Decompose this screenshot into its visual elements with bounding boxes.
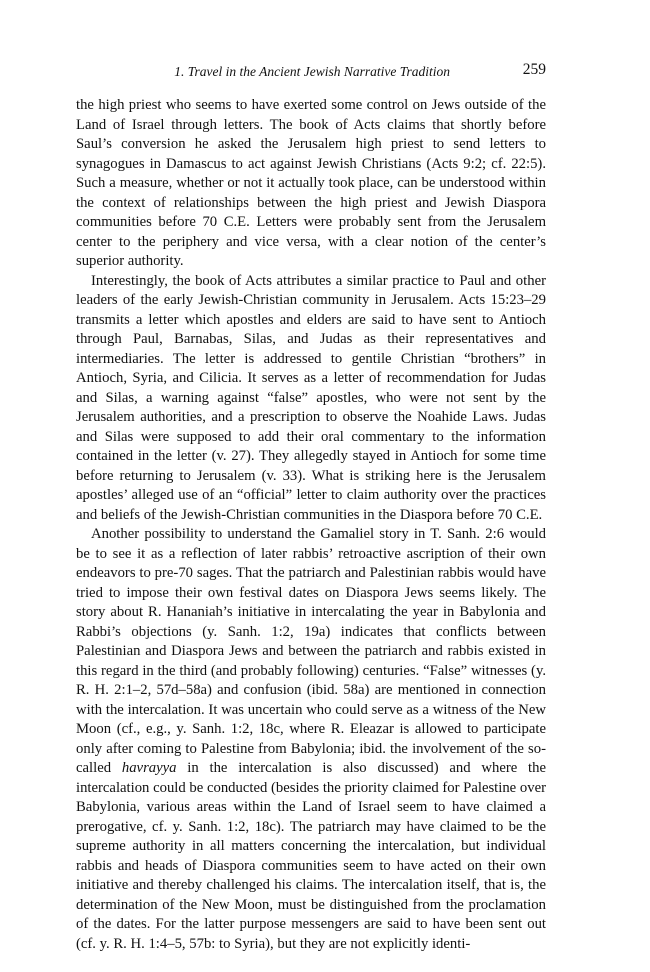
- text-run: the high priest who seems to have exerted some control on Jews outside of the Land of Israel through letters. The book of Acts claims that shortly before Saul’s conversion he asked the Jerusalem high priest to send letters to synagogues in Damascus to act against Jewish Christians (Acts 9:2; cf. 22:5). Such a measure, whether or not it actually took place, can be understood within the context of relationships between the high priest and Jewish Diaspora communities before 70 C.E. Letters were probably sent from the Jerusalem center to the periphery and vice versa, with a clear notion of the center’s superior authority.: [76, 97, 546, 269]
- body-text: [76, 96, 546, 954]
- running-head: [76, 62, 546, 82]
- text-run: Interestingly, the book of Acts attributes a similar practice to Paul and other leaders of the early Jewish-Christian community in Jerusalem. Acts 15:23–29 transmits a letter which apostles and elders are said to have sent to Antioch through Paul, Barnabas, Silas, and Judas as their representatives and intermediaries. The letter is addressed to gentile Christian “brothers” in Antioch, Syria, and Cilicia. It serves as a letter of recommendation for Judas and Silas, a warning against “false” apostles, who were not sent by the Jerusalem authorities, and a prescription to observe the Noahide Laws. Judas and Silas were supposed to add their oral commentary to the information contained in the letter (v. 27). They allegedly stayed in Antioch for some time before returning to Jerusalem (v. 33). What is striking here is the Jerusalem apostles’ alleged use of an “official” letter to claim authority over the practices and beliefs of the Jewish-Christian communities in the Diaspora before 70 C.E.: [76, 272, 546, 523]
- page-number: 259: [522, 61, 546, 78]
- text-run: in the intercalation is also discussed) and where the intercalation could be conducted (besides the priority claimed for Palestine over Babylonia, various areas within the Land of Israel seem to have claimed a prerogative, cf. y. Sanh. 1:2, 18c). The patriarch may have claimed to be the supreme authority in all matters concerning the intercalation, but individual rabbis and heads of Diaspora communities seem to have acted on their own initiative and thereby challenged his claims. The intercalation itself, that is, the determination of the New Moon, must be distinguished from the proclamation of the dates. For the latter purpose messengers are said to have been sent out (cf. y. R. H. 1:4–5, 57b: to Syria), but they are not explicitly identi-: [76, 760, 547, 952]
- running-title: 1. Travel in the Ancient Jewish Narrative Tradition: [174, 64, 450, 79]
- paragraph: [76, 96, 546, 272]
- text-run: Another possibility to understand the Gamaliel story in T. Sanh. 2:6 would be to see it as a reflection of later rabbis’ retroactive ascription of their own endeavors to pre-70 sages. That the patriarch and Palestinian rabbis would have tried to impose their own festival dates on Diaspora Jews seems likely. The story about R. Hananiah’s initiative in intercalating the year in Babylonia and Rabbi’s objections (y. Sanh. 1:2, 19a) indicates that conflicts between Palestinian and Diaspora Jews and between the patriarch and rabbis existed in this regard in the third (and probably following) centuries. “False” witnesses (y. R. H. 2:1–2, 57d–58a) and confusion (ibid. 58a) are mentioned in connection with the intercalation. It was uncertain who could serve as a witness of the New Moon (cf., e.g., y. Sanh. 1:2, 18c, where R. Eleazar is allowed to participate only after coming to Palestine from Babylonia; ibid. the involvement of the so-called: [76, 526, 546, 776]
- paragraph: [76, 525, 546, 954]
- italic-term: havrayya: [121, 760, 177, 776]
- paragraph: [76, 272, 546, 526]
